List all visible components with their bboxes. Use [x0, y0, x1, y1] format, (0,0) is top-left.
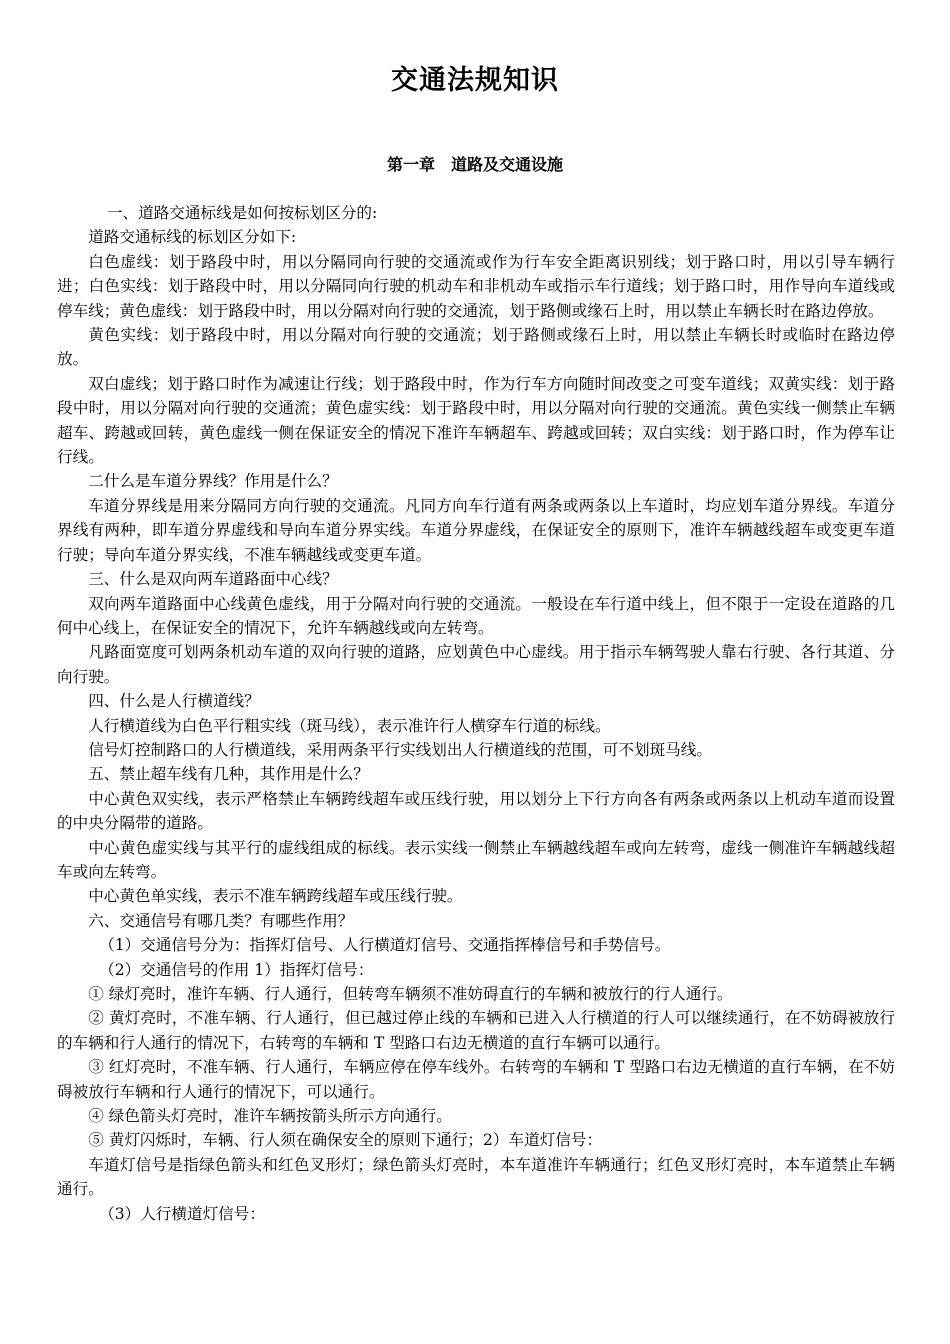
- question-heading: 四、什么是人行横道线？: [88, 692, 260, 711]
- document-title: 交通法规知识: [391, 65, 559, 96]
- numbered-item: （1）交通信号分为：指挥灯信号、人行横道灯信号、交通指挥棒信号和手势信号。: [99, 936, 671, 955]
- paragraph: 中心黄色单实线，表示不准车辆跨线超车或压线行驶。: [88, 887, 463, 906]
- paragraph: 双白虚线；划于路口时作为减速让行线；划于路段中时，作为行车方向随时间改变之可变车道线；双黄实线：划于路段中时，用以分隔对向行驶的交通流；黄色虚实线：划于路段中时，用以分隔对向行驶的交通流。黄色实线一侧禁止车辆超车、跨越或回转，黄色虚线一侧在保证安全的情况下准许车辆超车、跨越或回转；双白实线：划于路口时，作为停车让行线。: [57, 374, 895, 467]
- paragraph: 双向两车道路面中心线黄色虚线，用于分隔对向行驶的交通流。一般设在车行道中线上，但不限于一定设在道路的几何中心线上，在保证安全的情况下，允许车辆越线或向左转弯。: [57, 594, 895, 637]
- paragraph: 中心黄色虚实线与其平行的虚线组成的标线。表示实线一侧禁止车辆越线超车或向左转弯，虚线一侧准许车辆越线超车或向左转弯。: [57, 838, 895, 881]
- question-heading: 六、交通信号有哪几类？有哪些作用？: [88, 911, 354, 930]
- list-item: ② 黄灯亮时，不准车辆、行人通行，但已越过停止线的车辆和已进入人行横道的行人可以继续通行，在不妨碍被放行的车辆和行人通行的情况下，右转弯的车辆和 T 型路口右边无横道的直行车辆可以通行。: [57, 1009, 895, 1052]
- list-item: ④ 绿色箭头灯亮时，准许车辆按箭头所示方向通行。: [88, 1107, 452, 1126]
- paragraph: 信号灯控制路口的人行横道线，采用两条平行实线划出人行横道线的范围，可不划斑马线。: [88, 740, 712, 759]
- question-heading: 三、什么是双向两车道路面中心线？: [88, 570, 338, 589]
- paragraph: 中心黄色双实线，表示严格禁止车辆跨线超车或压线行驶，用以划分上下行方向各有两条或两条以上机动车道而设置的中央分隔带的道路。: [57, 789, 895, 833]
- paragraph: 凡路面宽度可划两条机动车道的双向行驶的道路，应划黄色中心虚线。用于指示车辆驾驶人靠右行驶、各行其道、分向行驶。: [57, 643, 895, 686]
- question-heading: 二什么是车道分界线？作用是什么？: [88, 472, 338, 491]
- numbered-item: （3）人行横道灯信号：: [99, 1204, 265, 1223]
- paragraph: 车道分界线是用来分隔同方向行驶的交通流。凡同方向车行道有两条或两条以上车道时，均应划车道分界线。车道分界线有两种，即车道分界虚线和导向车道分界实线。车道分界虚线，在保证安全的原则下，准许车辆越线超车或变更车道行驶；导向车道分界实线，不准车辆越线或变更车道。: [57, 496, 895, 564]
- list-item: ① 绿灯亮时，准许车辆、行人通行，但转弯车辆须不准妨碍直行的车辆和被放行的行人通行。: [88, 985, 733, 1003]
- paragraph: 白色虚线：划于路段中时，用以分隔同向行驶的交通流或作为行车安全距离识别线；划于路口时，用以引导车辆行进；白色实线：划于路段中时，用以分隔同向行驶的机动车和非机动车或指示车行道线；划于路口时，用作导向车道线或停车线；黄色虚线：划于路段中时，用以分隔对向行驶的交通流，划于路侧或缘石上时，用以禁止车辆长时在路边停放。: [57, 252, 895, 320]
- numbered-item: （2）交通信号的作用 1）指挥灯信号：: [99, 960, 374, 979]
- paragraph: 人行横道线为白色平行粗实线（斑马线），表示准许行人横穿车行道的标线。: [88, 716, 611, 735]
- chapter-heading: 第一章 道路及交通设施: [386, 155, 563, 174]
- question-heading: 一、道路交通标线是如何按标划区分的:: [106, 204, 378, 222]
- paragraph: 黄色实线：划于路段中时，用以分隔对向行驶的交通流；划于路侧或缘石上时，用以禁止车辆长时或临时在路边停放。: [57, 326, 895, 369]
- document-body: [57, 201, 895, 1226]
- list-item: ③ 红灯亮时，不准车辆、行人通行，车辆应停在停车线外。右转弯的车辆和 T 型路口右边无横道的直行车辆，在不妨碍被放行车辆和行人通行的情况下，可以通行。: [57, 1058, 895, 1101]
- paragraph: 车道灯信号是指绿色箭头和红色叉形灯；绿色箭头灯亮时，本车道准许车辆通行；红色叉形灯亮时，本车道禁止车辆通行。: [57, 1155, 895, 1199]
- question-heading: 五、禁止超车线有几种，其作用是什么？: [88, 765, 369, 784]
- list-item: ⑤ 黄灯闪烁时，车辆、行人须在确保安全的原则下通行；2）车道灯信号：: [88, 1131, 603, 1150]
- paragraph: 道路交通标线的标划区分如下:: [88, 228, 297, 247]
